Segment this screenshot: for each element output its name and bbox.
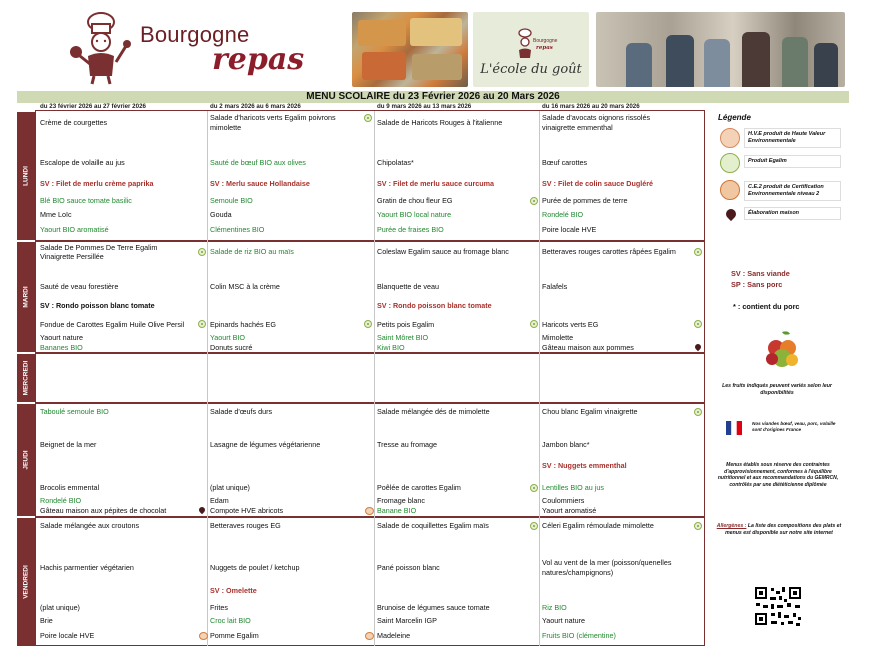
week-header-1: du 23 février 2026 au 27 février 2026 [40, 103, 146, 110]
homemade-pin-icon [724, 207, 738, 221]
menu-item: Lentilles BIO au jus [542, 483, 604, 492]
menu-item: Pané poisson blanc [377, 563, 440, 572]
menu-item: Brie [40, 616, 53, 625]
legend-title: Légende [718, 113, 751, 122]
menu-item: Haricots verts EG [542, 320, 599, 329]
menu-item: Semoule BIO [210, 196, 253, 205]
legend-hve: H.V.E produit de Haute Valeur Environnementale [744, 128, 841, 148]
brand-name-script: repas [212, 42, 305, 77]
menu-item: Pomme Egalim [210, 631, 259, 640]
menu-item: Epinards hachés EG [210, 320, 276, 329]
menu-item: Brunoise de légumes sauce tomate [377, 603, 490, 612]
egalim-icon [530, 320, 538, 328]
menu-item: Edam [210, 496, 229, 505]
menu-item: Gâteau maison aux pommes [542, 343, 634, 352]
menu-item: Poêlée de carottes Egalim [377, 483, 461, 492]
menu-item: Salade de coquillettes Egalim maïs [377, 521, 489, 530]
legend-sp: SP : Sans porc [731, 280, 783, 289]
col-divider [539, 111, 540, 646]
menu-item: Beignet de la mer [40, 440, 97, 449]
fruits-note: Les fruits indiqués peuvent variés selon leur disponibilités [722, 383, 832, 396]
legend-ce2: C.E.2 produit de Certification Environnementale niveau 2 [744, 181, 841, 201]
menu-item: SV : Filet de merlu crème paprika [40, 179, 154, 188]
menu-item: SV : Omelette [210, 586, 257, 595]
menu-item: Poire locale HVE [40, 631, 95, 640]
menu-item: Poire locale HVE [542, 225, 597, 234]
menu-item: Purée de pommes de terre [542, 196, 628, 205]
menu-item: Frites [210, 603, 228, 612]
menu-item: Taboulé semoule BIO [40, 407, 109, 416]
menu-item: mimolette [210, 123, 242, 132]
menu-item: Falafels [542, 282, 568, 291]
row-divider [35, 402, 705, 404]
menu-item: Nuggets de poulet / ketchup [210, 563, 300, 572]
week-header-4: du 16 mars 2026 au 20 mars 2026 [542, 103, 640, 110]
menu-item: Banane BIO [377, 506, 417, 515]
menu-item: Betteraves rouges carottes râpées Egalim [542, 247, 676, 256]
menu-item: Rondelé BIO [542, 210, 584, 219]
menu-item: Fondue de Carottes Egalim Huile Olive Persil [40, 320, 185, 329]
menu-item: Clémentines BIO [210, 225, 265, 234]
menu-item: vinaigrette emmenthal [542, 123, 613, 132]
menu-item: Salade d'avocats oignons rissolés [542, 113, 651, 122]
hve-icon [199, 632, 208, 640]
egalim-icon [530, 197, 538, 205]
menu-item: Vinaigrette Persillée [40, 252, 104, 261]
menu-item: Kiwi BIO [377, 343, 405, 352]
menu-item: Blé BIO sauce tomate basilic [40, 196, 132, 205]
day-band-lundi [17, 112, 35, 240]
menu-item: Fromage blanc [377, 496, 425, 505]
hve-icon [720, 128, 740, 148]
menu-item: Gouda [210, 210, 232, 219]
menu-item: Yaourt nature [542, 616, 586, 625]
menu-item: Yaourt BIO [210, 333, 246, 342]
ecole-du-gout-text: L'école du goût [480, 62, 582, 77]
menu-item: Purée de fraises BIO [377, 225, 444, 234]
menu-item: Compote HVE abricots [210, 506, 284, 515]
menu-item: Gâteau maison aux pépites de chocolat [40, 506, 167, 515]
week-header-3: du 9 mars 2026 au 13 mars 2026 [377, 103, 472, 110]
egalim-icon [530, 484, 538, 492]
menu-item: Yaourt aromatisé [542, 506, 597, 515]
menu-item: Lasagne de légumes végétarienne [210, 440, 321, 449]
menu-item: Brocolis emmental [40, 483, 100, 492]
egalim-icon [694, 408, 702, 416]
hve-icon [365, 507, 374, 515]
menu-item: Petits pois Egalim [377, 320, 435, 329]
chef-logo-icon [66, 10, 136, 86]
menu-item: Donuts sucré [210, 343, 253, 352]
row-divider [35, 516, 705, 518]
week-header-2: du 2 mars 2026 au 6 mars 2026 [210, 103, 301, 110]
menus-note: Menus établis sous réserve des contraintes d'approvisionnement, conformes à l'équilibre nutritionnel et aux recommandations du GEMRCN, contrôlés par une diététicienne diplômée [717, 462, 839, 488]
menu-item: Hachis parmentier végétarien [40, 563, 134, 572]
menu-item: Bœuf carottes [542, 158, 588, 167]
allergenes-label: Allergènes : [716, 523, 747, 529]
menu-item: Croc lait BIO [210, 616, 251, 625]
egalim-icon [694, 522, 702, 530]
legend-egalim: Produit Egalim [744, 155, 841, 168]
menu-item: SV : Filet de merlu sauce curcuma [377, 179, 495, 188]
menu-item: Tresse au fromage [377, 440, 438, 449]
menu-item: Bananes BIO [40, 343, 83, 352]
menu-item: Coleslaw Egalim sauce au fromage blanc [377, 247, 509, 256]
food-photo [352, 12, 468, 87]
menu-item: Escalope de volaille au jus [40, 158, 125, 167]
ecole-du-gout-badge [473, 12, 589, 87]
day-label: MARDI [22, 286, 30, 308]
menu-item: SV : Filet de colin sauce Dugléré [542, 179, 654, 188]
egalim-icon [694, 320, 702, 328]
menu-item: Madeleine [377, 631, 411, 640]
menu-item: SV : Nuggets emmenthal [542, 461, 627, 470]
menu-item: Gratin de chou fleur EG [377, 196, 453, 205]
menu-item: Chou blanc Egalim vinaigrette [542, 407, 638, 416]
menu-item: Salade de riz BIO au maïs [210, 247, 294, 256]
menu-item: SV : Rondo poisson blanc tomate [377, 301, 492, 310]
legend-porc: * : contient du porc [733, 302, 800, 311]
fruits-basket-icon [762, 328, 802, 370]
day-label: VENDREDI [22, 565, 30, 599]
menu-item: Sauté de veau forestière [40, 282, 119, 291]
col-divider [374, 111, 375, 646]
hve-icon [365, 632, 374, 640]
day-label: LUNDI [22, 166, 30, 186]
egalim-icon [364, 114, 372, 122]
mini-brand-name: Bourgogne [533, 38, 558, 44]
egalim-icon [694, 248, 702, 256]
menu-item: Mme Loïc [40, 210, 72, 219]
menu-title: MENU SCOLAIRE du 23 Février 2026 au 20 Mars 2026 [17, 91, 849, 103]
menu-item: Vol au vent de la mer (poisson/quenelles [542, 558, 672, 567]
viandes-note: Nos viandes bœuf, veau, porc, volaille sont d'origines France [752, 421, 836, 432]
menu-item: Saint Môret BIO [377, 333, 429, 342]
menu-item: Salade d'œufs durs [210, 407, 273, 416]
allergenes-text: La liste des compositions des plats et menus est disponible sur notre site internet [725, 523, 842, 536]
day-band-mercredi [17, 354, 35, 402]
menu-item: Salade mélangée aux croutons [40, 521, 140, 530]
france-flag-icon [726, 421, 742, 435]
menu-item: SV : Merlu sauce Hollandaise [210, 179, 310, 188]
menu-item: Yaourt BIO local nature [377, 210, 452, 219]
menu-item: Chipolatas* [377, 158, 414, 167]
day-band-vendredi [17, 518, 35, 646]
legend-sv: SV : Sans viande [731, 269, 790, 278]
egalim-icon [720, 153, 740, 173]
egalim-icon [364, 320, 372, 328]
menu-item: Salade mélangée dés de mimolette [377, 407, 490, 416]
menu-item: Yaourt BIO aromatisé [40, 225, 109, 234]
row-divider [35, 240, 705, 242]
ce2-icon [720, 180, 740, 200]
col-divider [207, 111, 208, 646]
egalim-icon [530, 522, 538, 530]
menu-item: (plat unique) [40, 603, 80, 612]
day-band-jeudi [17, 404, 35, 516]
menu-item: Crème de courgettes [40, 118, 108, 127]
mini-brand-script: repas [536, 45, 553, 51]
menu-item: Salade de Haricots Rouges à l'italienne [377, 118, 503, 127]
qr-code-icon[interactable] [753, 585, 803, 627]
menu-item: SV : Rondo poisson blanc tomate [40, 301, 155, 310]
mini-chef-icon [513, 26, 558, 60]
day-label: MERCREDI [22, 360, 30, 396]
kids-photo [596, 12, 845, 87]
egalim-icon [198, 320, 206, 328]
menu-item: Salade d'haricots verts Egalim poivrons [210, 113, 336, 122]
menu-item: Saint Marcelin IGP [377, 616, 437, 625]
menu-item: Coulommiers [542, 496, 585, 505]
allergenes-note [714, 523, 844, 536]
menu-item: (plat unique) [210, 483, 250, 492]
menu-item: Rondelé BIO [40, 496, 82, 505]
menu-item: Fruits BIO (clémentine) [542, 631, 616, 640]
menu-item: Sauté de bœuf BIO aux olives [210, 158, 306, 167]
brand-logo [62, 10, 322, 86]
menu-item: Yaourt nature [40, 333, 84, 342]
menu-item: Riz BIO [542, 603, 567, 612]
day-band-mardi [17, 242, 35, 352]
legend-maison: Élaboration maison [744, 207, 841, 220]
menu-item: Betteraves rouges EG [210, 521, 281, 530]
menu-item: Colin MSC à la crème [210, 282, 280, 291]
day-label: JEUDI [22, 450, 30, 470]
menu-item: Salade De Pommes De Terre Egalim [40, 243, 158, 252]
egalim-icon [198, 248, 206, 256]
menu-item: Céleri Egalim rémoulade mimolette [542, 521, 654, 530]
menu-item: Mimolette [542, 333, 574, 342]
menu-item: natures/champignons) [542, 568, 614, 577]
brand-name: Bourgogne [140, 22, 250, 47]
menu-item: Jambon blanc* [542, 440, 590, 449]
menu-item: Blanquette de veau [377, 282, 439, 291]
